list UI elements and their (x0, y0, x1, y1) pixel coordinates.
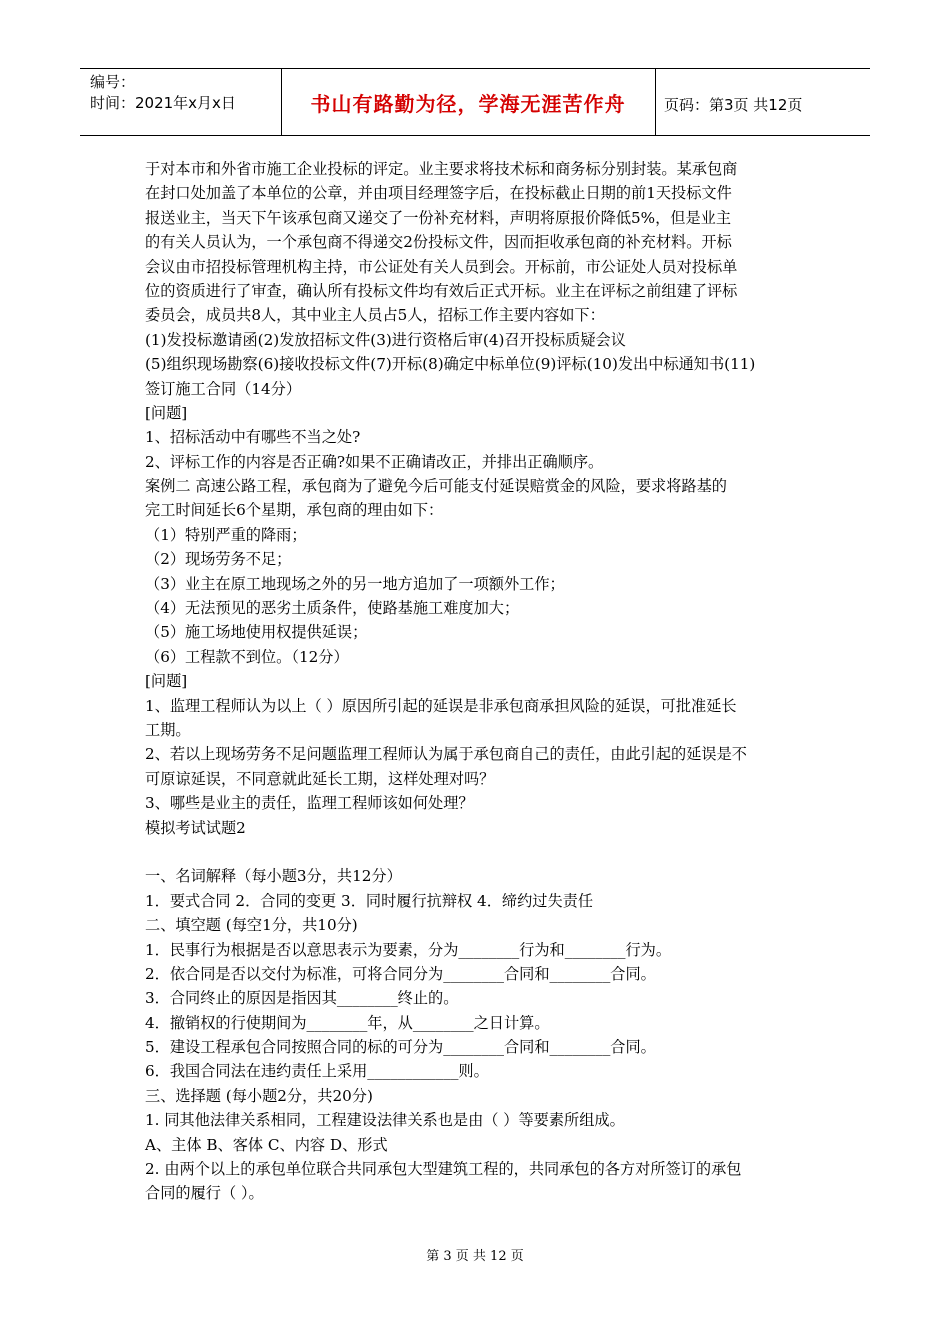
body-line: 2、评标工作的内容是否正确?如果不正确请改正，并排出正确顺序。 (145, 452, 604, 471)
body-line: 的有关人员认为，一个承包商不得递交2份投标文件，因而拒收承包商的补充材料。开标 (145, 233, 732, 252)
body-line: [问题] (145, 672, 188, 691)
body-line: 在封口处加盖了本单位的公章，并由项目经理签字后，在投标截止日期的前1天投标文件 (145, 184, 732, 203)
header-left-cell (90, 72, 236, 114)
body-line: 1、招标活动中有哪些不当之处? (145, 428, 361, 447)
page-footer: 第 3 页 共 12 页 (426, 1249, 524, 1264)
body-line: 完工时间延长6个星期，承包商的理由如下： (145, 501, 444, 520)
body-line: 3、哪些是业主的责任，监理工程师该如何处理？ (145, 794, 474, 813)
header-divider-1 (281, 68, 282, 136)
body-line: （1）特别严重的降雨； (145, 525, 307, 544)
body-line: 3．合同终止的原因是指因其________终止的。 (145, 989, 459, 1008)
body-line: 一、名词解释（每小题3分，共12分） (145, 867, 402, 886)
body-line: 2．依合同是否以交付为标准，可将合同分为________合同和________合同。 (145, 964, 656, 983)
document-body (145, 157, 810, 1206)
body-line: 签订施工合同（14分） (145, 379, 302, 398)
doc-number-label: 编号： (90, 73, 136, 91)
body-line: (1)发投标邀请函(2)发放招标文件(3)进行资格后审(4)召开投标质疑会议 (145, 330, 626, 349)
body-line: 模拟考试试题2 (145, 818, 246, 837)
body-line: （3）业主在原工地现场之外的另一地方追加了一项额外工作； (145, 574, 565, 593)
body-line: 报送业主，当天下午该承包商又递交了一份补充材料，声明将原报价降低5%，但是业主 (145, 208, 732, 227)
body-line: （5）施工场地使用权提供延误； (145, 623, 368, 642)
body-line: 案例二 高速公路工程，承包商为了避免今后可能支付延误赔赏金的风险，要求将路基的 (145, 477, 727, 496)
header-top-rule (80, 68, 870, 69)
body-line: 1、监理工程师认为以上（ ）原因所引起的延误是非承包商承担风险的延误，可批准延长 (145, 696, 737, 715)
body-line: 2. 由两个以上的承包单位联合共同承包大型建筑工程的，共同承包的各方对所签订的承包 (145, 1160, 742, 1179)
header-page-info: 页码：第3页 共12页 (664, 96, 803, 114)
body-line: 工期。 (145, 720, 191, 739)
body-line: 1. 同其他法律关系相同，工程建设法律关系也是由（ ）等要素所组成。 (145, 1111, 625, 1130)
body-line: 委员会，成员共8人，其中业主人员占5人，招标工作主要内容如下： (145, 306, 605, 325)
body-line: 会议由市招投标管理机构主持，市公证处有关人员到会。开标前，市公证处人员对投标单 (145, 257, 738, 276)
body-line: 合同的履行（ ）。 (145, 1184, 264, 1203)
body-line: 三、选择题 (每小题2分，共20分) (145, 1086, 373, 1105)
body-line: 位的资质进行了审查，确认所有投标文件均有效后正式开标。业主在评标之前组建了评标 (145, 281, 738, 300)
body-line: 2、若以上现场劳务不足问题监理工程师认为属于承包商自己的责任，由此引起的延误是不 (145, 745, 747, 764)
header-bottom-rule (80, 135, 870, 136)
body-line: 于对本市和外省市施工企业投标的评定。业主要求将技术标和商务标分别封装。某承包商 (145, 160, 738, 178)
body-line: 二、填空题 (每空1分，共10分) (145, 916, 358, 935)
body-line: 4．撤销权的行使期间为________年，从________之日计算。 (145, 1013, 550, 1032)
body-line: 6．我国合同法在违约责任上采用____________则。 (145, 1062, 489, 1081)
body-line: 可原谅延误，不同意就此延长工期，这样处理对吗？ (145, 769, 495, 788)
body-line: （2）现场劳务不足； (145, 550, 292, 569)
body-line: （4）无法预见的恶劣土质条件，使路基施工难度加大； (145, 599, 520, 618)
doc-time-label: 时间：2021年x月x日 (90, 94, 236, 112)
header-divider-2 (655, 68, 656, 136)
body-line: (5)组织现场勘察(6)接收投标文件(7)开标(8)确定中标单位(9)评标(10)发出中标通知书(11) (145, 355, 756, 374)
body-line: [问题] (145, 403, 188, 422)
body-line: A、主体 B、客体 C、内容 D、形式 (145, 1135, 388, 1154)
body-line (145, 840, 810, 864)
body-line: 5．建设工程承包合同按照合同的标的可分为________合同和________合同。 (145, 1038, 656, 1057)
body-line: （6）工程款不到位。（12分） (145, 647, 349, 666)
body-line: 1．民事行为根据是否以意思表示为要素，分为________行为和________行为。 (145, 940, 672, 959)
header-motto: 书山有路勤为径，学海无涯苦作舟 (310, 92, 626, 116)
body-line: 1．要式合同 2．合同的变更 3．同时履行抗辩权 4．缔约过失责任 (145, 891, 594, 910)
